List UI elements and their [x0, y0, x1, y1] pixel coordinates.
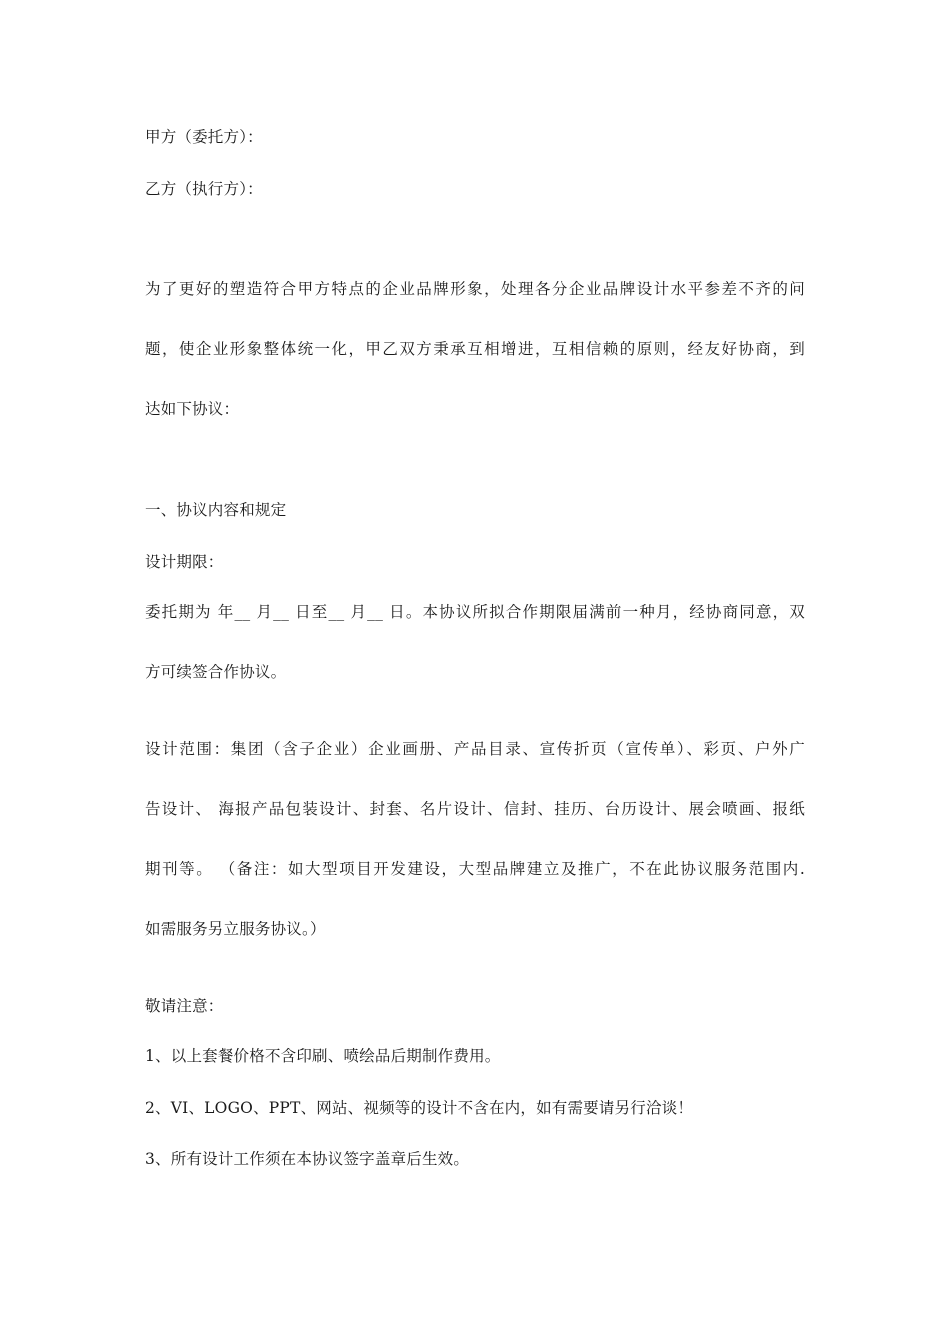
notice-heading: 敬请注意：: [145, 997, 224, 1015]
scope-paragraph-line: 期刊等。 （备注：如大型项目开发建设，大型品牌建立及推广，不在此协议服务范围内.: [145, 860, 805, 878]
notice-item: 3、所有设计工作须在本协议签字盖章后生效。: [145, 1150, 470, 1168]
scope-paragraph-line: 如需服务另立服务协议。）: [145, 920, 326, 938]
intro-paragraph-line: 达如下协议：: [145, 400, 240, 418]
party-a-label: 甲方（委托方）：: [145, 128, 263, 146]
term-paragraph-line: 委托期为 年__ 月__ 日至__ 月__ 日。本协议所拟合作期限届满前一种月，经协商同意，双: [145, 603, 805, 621]
scope-paragraph-line: 设计范围：集团（含子企业）企业画册、产品目录、宣传折页（宣传单）、彩页、户外广: [145, 740, 805, 758]
term-paragraph-line: 方可续签合作协议。: [145, 663, 287, 681]
intro-paragraph-line: 为了更好的塑造符合甲方特点的企业品牌形象，处理各分企业品牌设计水平参差不齐的问: [145, 280, 805, 298]
notice-item: 1、以上套餐价格不含印刷、喷绘品后期制作费用。: [145, 1047, 501, 1065]
scope-paragraph-line: 告设计、 海报产品包装设计、封套、名片设计、信封、挂历、台历设计、展会喷画、报纸: [145, 800, 805, 818]
intro-paragraph-line: 题，使企业形象整体统一化，甲乙双方秉承互相增进，互相信赖的原则，经友好协商，到: [145, 340, 805, 358]
term-heading: 设计期限：: [145, 553, 224, 571]
section-title: 一、协议内容和规定: [145, 501, 287, 519]
notice-item: 2、VI、LOGO、PPT、网站、视频等的设计不含在内，如有需要请另行洽谈！: [145, 1099, 694, 1117]
party-b-label: 乙方（执行方）：: [145, 180, 263, 198]
